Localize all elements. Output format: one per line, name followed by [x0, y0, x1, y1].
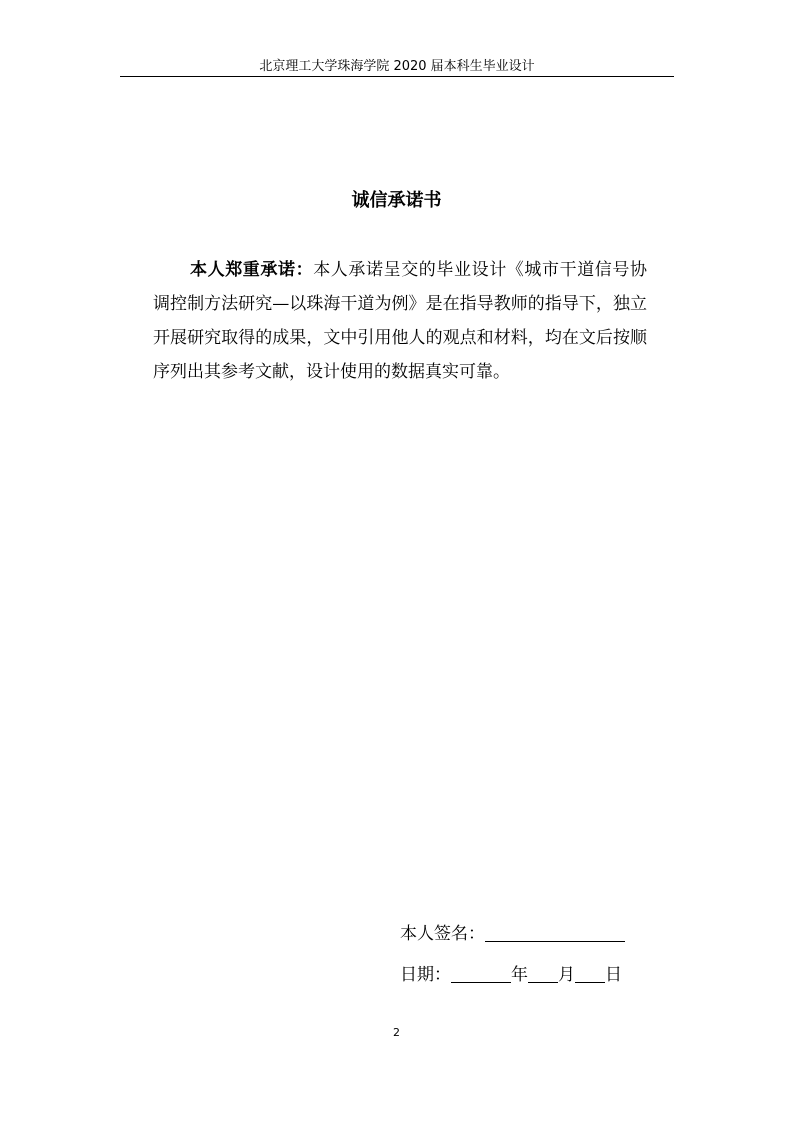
statement-paragraph: [153, 253, 647, 389]
statement-text: 本人承诺呈交的毕业设计《城市干道信号协调控制方法研究—以珠海干道为例》是在指导教师的指导下，独立开展研究取得的成果，文中引用他人的观点和材料，均在文后按顺序列出其参考文献，设计使用的数据真实可靠。: [153, 260, 648, 382]
statement-lead: 本人郑重承诺：: [190, 260, 314, 280]
date-month-blank: [528, 962, 558, 983]
date-day-label: 日: [605, 965, 622, 985]
date-day-blank: [575, 962, 605, 983]
signature-label: 本人签名：: [400, 924, 485, 944]
date-month-label: 月: [558, 965, 575, 985]
signature-blank: [485, 921, 625, 942]
header-rule: [120, 76, 674, 77]
date-label: 日期：: [400, 965, 451, 985]
signature-line: [400, 920, 625, 948]
date-year-label: 年: [511, 965, 528, 985]
page-title: 诚信承诺书: [351, 190, 442, 211]
page-header: 北京理工大学珠海学院 2020 届本科生毕业设计: [259, 59, 535, 74]
page-number: 2: [393, 1026, 400, 1039]
date-line: [400, 961, 622, 989]
date-year-blank: [451, 962, 511, 983]
